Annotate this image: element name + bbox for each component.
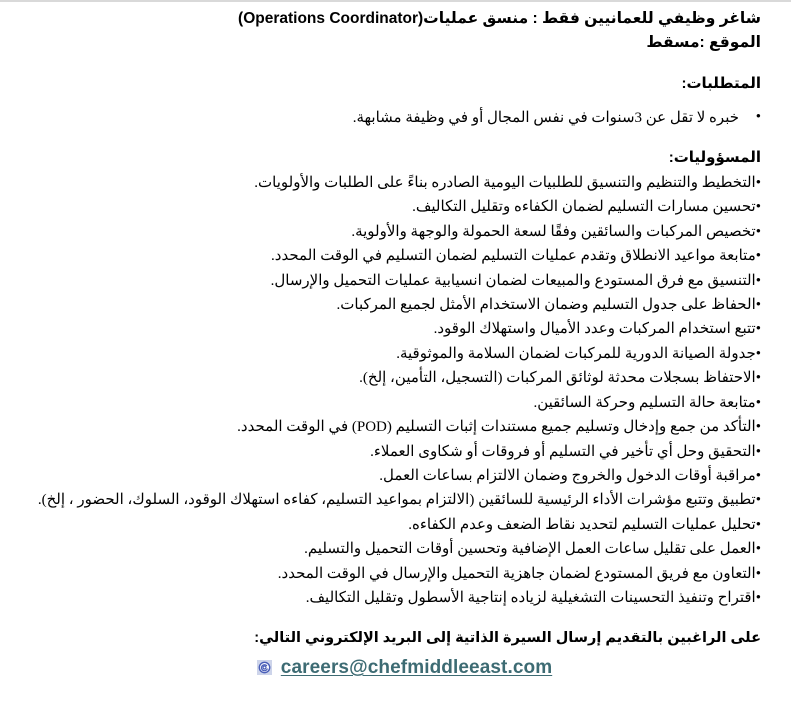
bullet-glyph: • — [755, 296, 761, 313]
list-item — [8, 488, 761, 512]
bullet-glyph: • — [755, 443, 761, 460]
bullet-glyph: • — [755, 199, 761, 216]
list-item — [8, 269, 761, 293]
bullet-glyph: • — [755, 590, 761, 607]
bullet-glyph: • — [755, 565, 761, 582]
page-title: شاغر وظيفي للعمانيين فقط : منسق عمليات(Operations Coordinator) — [238, 10, 761, 27]
bullet-glyph: • — [755, 492, 761, 509]
list-item — [8, 171, 761, 195]
bullet-glyph: • — [755, 321, 761, 338]
list-item — [8, 244, 761, 268]
list-item — [8, 317, 761, 341]
list-item-label: تحليل عمليات التسليم لتحديد نقاط الضعف وعدم الكفاءه. — [408, 516, 756, 533]
list-item-label: التحقيق وحل أي تأخير في التسليم أو فروقات أو شكاوى العملاء. — [370, 443, 756, 460]
bullet-glyph: • — [755, 174, 761, 191]
requirements-heading: المتطلبات: — [681, 75, 761, 92]
email-icon — [257, 660, 272, 675]
list-item-label: تطبيق وتتبع مؤشرات الأداء الرئيسية للسائقين (الالتزام بمواعيد التسليم، كفاءه استهلاك الوقود، السلوك، الحضور ، إلخ). — [37, 492, 756, 509]
bullet-glyph: • — [755, 468, 761, 484]
bullet-glyph: • — [755, 394, 761, 411]
email-link[interactable]: careers@chefmiddleeast.com — [280, 657, 553, 679]
email-contact-row — [8, 657, 761, 679]
bullet-glyph: • — [755, 345, 761, 362]
bullet-glyph: • — [755, 223, 761, 240]
list-item-label: التعاون مع فريق المستودع لضمان جاهزية التحميل والإرسال في الوقت المحدد. — [277, 565, 756, 582]
bullet-glyph: • — [755, 248, 761, 265]
list-item-label: تحسين مسارات التسليم لضمان الكفاءه وتقليل التكاليف. — [412, 199, 756, 216]
list-item-label: متابعة حالة التسليم وحركة السائقين. — [533, 394, 756, 411]
list-item — [8, 513, 761, 537]
page-top-rule — [0, 0, 791, 2]
list-item: • خبره لا تقل عن 3سنوات في نفس المجال أو في وظيفة مشابهة. — [8, 108, 761, 130]
responsibilities-heading: المسؤوليات: — [668, 149, 761, 167]
list-item — [8, 391, 761, 415]
bullet-glyph: • — [755, 370, 761, 387]
list-item-label: تخصيص المركبات والسائقين وفقًا لسعة الحمولة والوجهة والأولوية. — [351, 223, 756, 240]
list-item-label: الاحتفاظ بسجلات محدثة لوثائق المركبات (التسجيل، التأمين، إلخ). — [359, 370, 756, 387]
requirements-list — [8, 108, 761, 130]
list-item-label: اقتراح وتنفيذ التحسينات التشغيلية لزياده إنتاجية الأسطول وتقليل التكاليف. — [305, 590, 756, 607]
apply-instructions: على الراغبين بالتقديم إرسال السيرة الذاتية إلى البريد الإلكتروني التالي: — [254, 629, 761, 646]
list-item — [8, 562, 761, 586]
bullet-glyph: • — [755, 516, 761, 533]
list-item — [8, 366, 761, 390]
list-item-label: متابعة مواعيد الانطلاق وتقدم عمليات التسليم لضمان التسليم في الوقت المحدد. — [271, 248, 756, 265]
bullet-glyph: • — [755, 272, 761, 289]
bullet-glyph: • — [755, 419, 761, 436]
list-item — [8, 586, 761, 610]
list-item-label: مراقبة أوقات الدخول والخروج وضمان الالتزام بساعات العمل. — [379, 468, 756, 484]
responsibilities-list — [8, 171, 761, 611]
list-item-label: التخطيط والتنظيم والتنسيق للطلبيات اليومية الصادره بناءً على الطلبات والأولويات. — [254, 174, 756, 191]
list-item — [8, 195, 761, 219]
list-item-label: جدولة الصيانة الدورية للمركبات لضمان السلامة والموثوقية. — [396, 345, 756, 362]
list-item — [8, 293, 761, 317]
list-item-label: التأكد من جمع وإدخال وتسليم جميع مستندات إثبات التسليم (POD) في الوقت المحدد. — [237, 419, 756, 436]
job-location-line: الموقع :مسقط — [646, 34, 761, 51]
list-item — [8, 440, 761, 464]
list-item-label: العمل على تقليل ساعات العمل الإضافية وتحسين أوقات التحميل والتسليم. — [304, 541, 756, 558]
list-item — [8, 537, 761, 561]
list-item-label: التنسيق مع فرق المستودع والمبيعات لضمان انسيابية عمليات التحميل والإرسال. — [270, 272, 756, 289]
list-item — [8, 415, 761, 439]
list-item — [8, 342, 761, 366]
list-item — [8, 464, 761, 488]
list-item-label: تتبع استخدام المركبات وعدد الأميال واستهلاك الوقود. — [433, 321, 756, 338]
list-item — [8, 220, 761, 244]
list-item-label: الحفاظ على جدول التسليم وضمان الاستخدام الأمثل لجميع المركبات. — [336, 296, 756, 313]
bullet-glyph: • — [755, 541, 761, 558]
